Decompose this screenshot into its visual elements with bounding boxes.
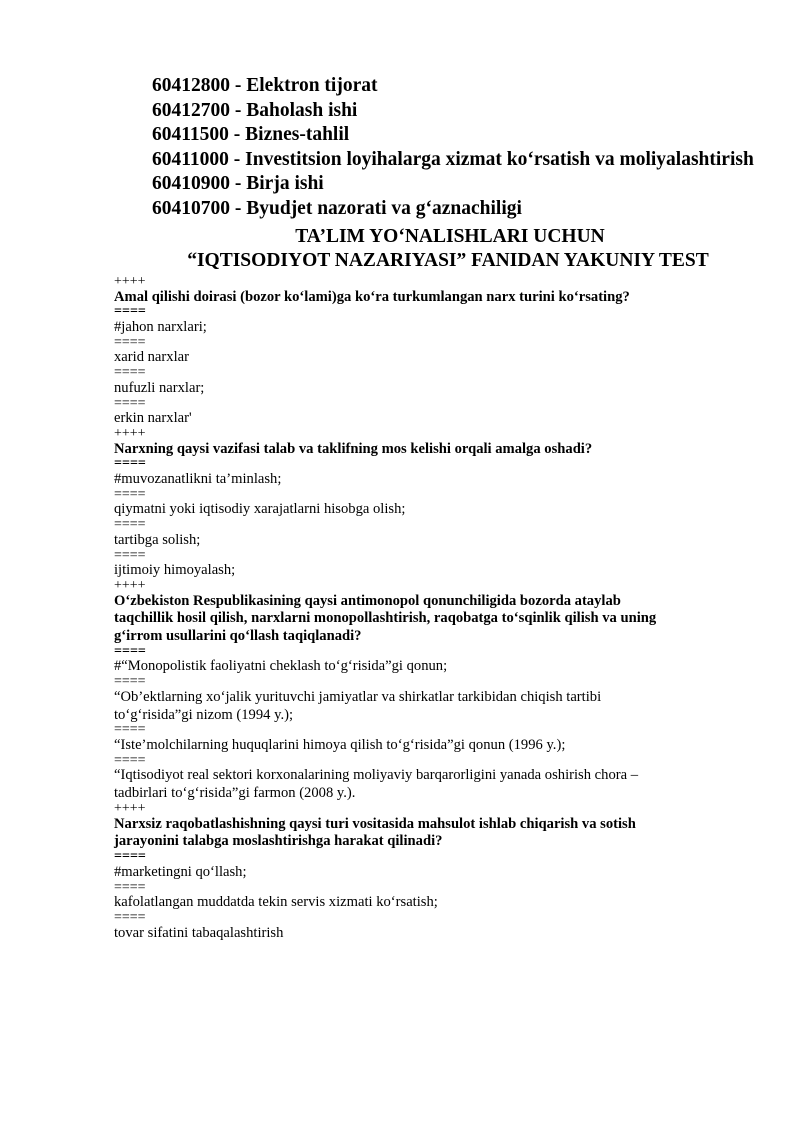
question-separator: ++++ — [114, 425, 146, 441]
option-separator: ==== — [114, 643, 146, 659]
answer-option: #marketingni qo‘llash; — [114, 863, 247, 880]
test-content — [114, 276, 714, 942]
program-list — [152, 74, 754, 222]
answer-option: qiymatni yoki iqtisodiy xarajatlarni hisobga olish; — [114, 501, 406, 518]
option-separator: ==== — [114, 674, 146, 690]
question-block — [114, 425, 714, 580]
question-separator: ++++ — [114, 577, 146, 593]
question-text: O‘zbekiston Respublikasining qaysi antimonopol qonunchiligida bozorda ataylab — [114, 592, 621, 609]
answer-option: tartibga solish; — [114, 531, 201, 548]
question-block — [114, 276, 714, 428]
answer-option: erkin narxlar' — [114, 410, 192, 427]
program-line: 60412800 - Elektron tijorat — [152, 75, 378, 96]
answer-option: #jahon narxlari; — [114, 318, 207, 335]
answer-option: ijtimoiy himoyalash; — [114, 562, 236, 579]
program-line: 60411500 - Biznes-tahlil — [152, 124, 350, 146]
document-title-line-1: TA’LIM YO‘NALISHLARI UCHUN — [295, 226, 605, 247]
question-text: jarayonini talabga moslashtirishga harakat qilinadi? — [114, 833, 443, 850]
option-separator: ==== — [114, 547, 146, 563]
answer-option: tovar sifatini tabaqalashtirish — [114, 924, 284, 941]
option-separator: ==== — [114, 752, 146, 768]
question-block — [114, 577, 714, 803]
question-block — [114, 803, 714, 942]
document-title-line-2: “IQTISODIYOT NAZARIYASI” FANIDAN YAKUNIY TEST — [187, 250, 709, 271]
answer-option: xarid narxlar — [114, 349, 189, 366]
option-separator: ==== — [114, 456, 146, 472]
option-separator: ==== — [114, 334, 146, 350]
program-line: 60411000 - Investitsion loyihalarga xizmat ko‘rsatish va moliyalashtirish — [152, 148, 754, 170]
option-separator: ==== — [114, 395, 146, 411]
option-separator: ==== — [114, 879, 146, 895]
option-separator: ==== — [114, 849, 146, 865]
answer-option: kafolatlangan muddatda tekin servis xizmati ko‘rsatish; — [114, 894, 438, 911]
program-line: 60410700 - Byudjet nazorati va g‘aznachiligi — [152, 197, 522, 219]
program-line: 60412700 - Baholash ishi — [152, 99, 358, 121]
question-text: g‘irrom usullarini qo‘llash taqiqlanadi? — [114, 628, 362, 645]
question-text: taqchillik hosil qilish, narxlarni monopollashtirish, raqobatga to‘sqinlik qilish va uning — [114, 610, 657, 627]
answer-option: tadbirlari to‘g‘risida”gi farmon (2008 y.). — [114, 785, 356, 802]
option-separator: ==== — [114, 910, 146, 926]
option-separator: ==== — [114, 365, 146, 381]
program-line: 60410900 - Birja ishi — [152, 173, 324, 195]
question-separator: ++++ — [114, 274, 146, 289]
question-text: Amal qilishi doirasi (bozor ko‘lami)ga ko‘ra turkumlangan narx turini ko‘rsating? — [114, 288, 630, 305]
question-text: Narxning qaysi vazifasi talab va taklifning mos kelishi orqali amalga oshadi? — [114, 440, 593, 457]
option-separator: ==== — [114, 722, 146, 738]
answer-option: to‘g‘risida”gi nizom (1994 y.); — [114, 706, 294, 723]
answer-option: “Ob’ektlarning xo‘jalik yurituvchi jamiyatlar va shirkatlar tarkibidan chiqish tartibi — [114, 688, 602, 705]
option-separator: ==== — [114, 486, 146, 502]
question-text: Narxsiz raqobatlashishning qaysi turi vositasida mahsulot ishlab chiqarish va sotish — [114, 815, 636, 832]
option-separator: ==== — [114, 304, 146, 320]
answer-option: nufuzli narxlar; — [114, 379, 205, 396]
answer-option: #muvozanatlikni ta’minlash; — [114, 470, 282, 487]
answer-option: #“Monopolistik faoliyatni cheklash to‘g‘risida”gi qonun; — [114, 658, 448, 675]
answer-option: “Iste’molchilarning huquqlarini himoya qilish to‘g‘risida”gi qonun (1996 y.); — [114, 737, 566, 754]
answer-option: “Iqtisodiyot real sektori korxonalarining moliyaviy barqarorligini yanada oshirish chora – — [114, 767, 639, 784]
question-separator: ++++ — [114, 801, 146, 817]
option-separator: ==== — [114, 517, 146, 533]
